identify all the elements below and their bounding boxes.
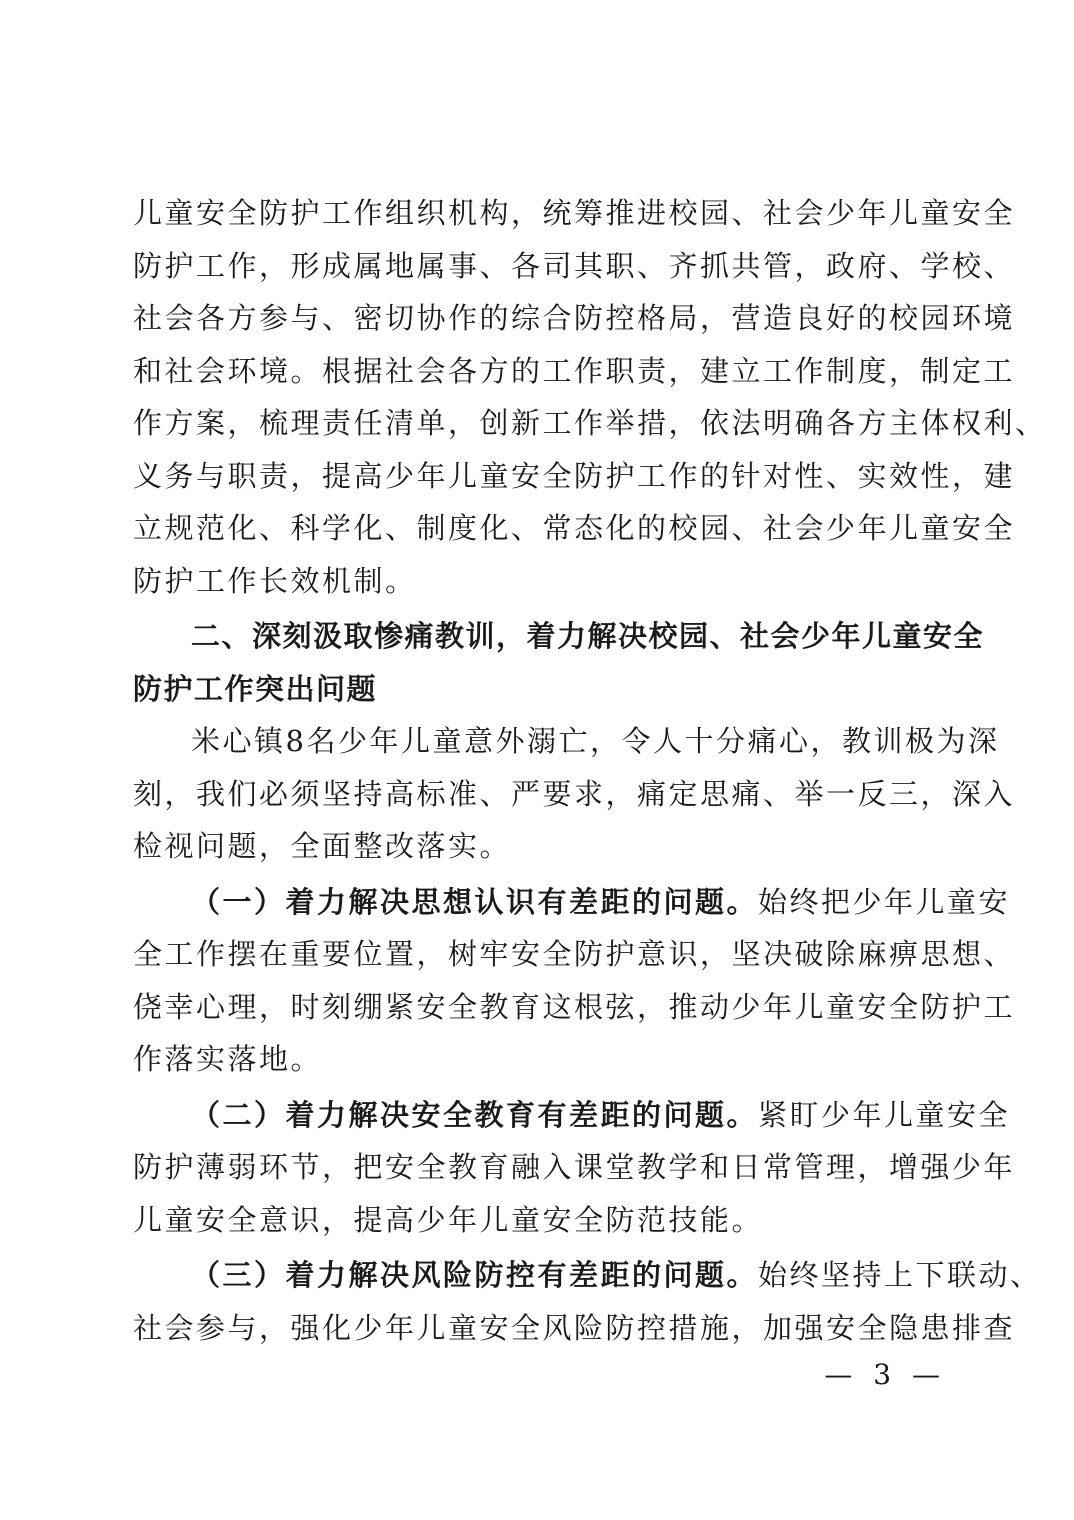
text-line: 社会各方参与、密切协作的综合防控格局，营造良好的校园环境: [133, 301, 1016, 335]
text-line: 儿童安全防护工作组织机构，统筹推进校园、社会少年儿童安全: [133, 196, 1016, 230]
heading-line: 防护工作突出问题: [133, 671, 378, 706]
text-line: 全工作摆在重要位置，树牢安全防护意识，坚决破除麻痹思想、: [133, 937, 1016, 971]
text-line: 检视问题，全面整改落实。: [133, 829, 512, 863]
text-line: 防护工作长效机制。: [133, 563, 417, 598]
item-text: 始终坚持上下联动、: [758, 1258, 1042, 1292]
item-lead: （二）着力解决安全教育有差距的问题。: [191, 1097, 759, 1132]
item-text: 紧盯少年儿童安全: [758, 1097, 1011, 1132]
item-1-paragraph: [133, 876, 1016, 1086]
text-line: [133, 1089, 1011, 1142]
text-line: 作方案，梳理责任清单，创新工作举措，依法明确各方主体权利、: [133, 406, 1047, 440]
text-line: [133, 876, 1011, 929]
section-intro-paragraph: [133, 715, 1016, 873]
text-line: 立规范化、科学化、制度化、常态化的校园、社会少年儿童安全: [133, 511, 1016, 545]
document-body: [133, 187, 1047, 1354]
text-line: 社会参与，强化少年儿童安全风险防控措施，加强安全隐患排查: [133, 1310, 1016, 1345]
text-line: 防护薄弱环节，把安全教育融入课堂教学和日常管理，增强少年: [133, 1150, 1016, 1184]
text-line: 刻，我们必须坚持高标准、严要求，痛定思痛、举一反三，深入: [133, 776, 1016, 811]
item-2-paragraph: [133, 1089, 1016, 1247]
intro-paragraph: [133, 187, 1047, 607]
item-3-paragraph: [133, 1249, 1042, 1354]
text-line: [133, 1249, 1042, 1302]
text-line: 防护工作，形成属地属事、各司其职、齐抓共管，政府、学校、: [133, 248, 1016, 283]
page-number: — 3 —: [824, 1358, 946, 1391]
heading-line: 二、深刻汲取惨痛教训，着力解决校园、社会少年儿童安全: [191, 619, 985, 653]
item-lead: （三）着力解决风险防控有差距的问题。: [191, 1258, 759, 1292]
item-text: 始终把少年儿童安: [758, 884, 1011, 919]
text-line: 侥幸心理，时刻绷紧安全教育这根弦，推动少年儿童安全防护工: [133, 989, 1016, 1024]
text-line: 和社会环境。根据社会各方的工作职责，建立工作制度，制定工: [133, 353, 1016, 388]
text-line: 义务与职责，提高少年儿童安全防护工作的针对性、实效性，建: [133, 458, 1016, 493]
section-heading: [133, 610, 985, 715]
text-line: 米心镇8名少年儿童意外溺亡，令人十分痛心，教训极为深: [191, 724, 1000, 758]
item-lead: （一）着力解决思想认识有差距的问题。: [191, 884, 759, 919]
text-line: 作落实落地。: [133, 1042, 323, 1076]
text-line: 儿童安全意识，提高少年儿童安全防范技能。: [133, 1202, 764, 1237]
